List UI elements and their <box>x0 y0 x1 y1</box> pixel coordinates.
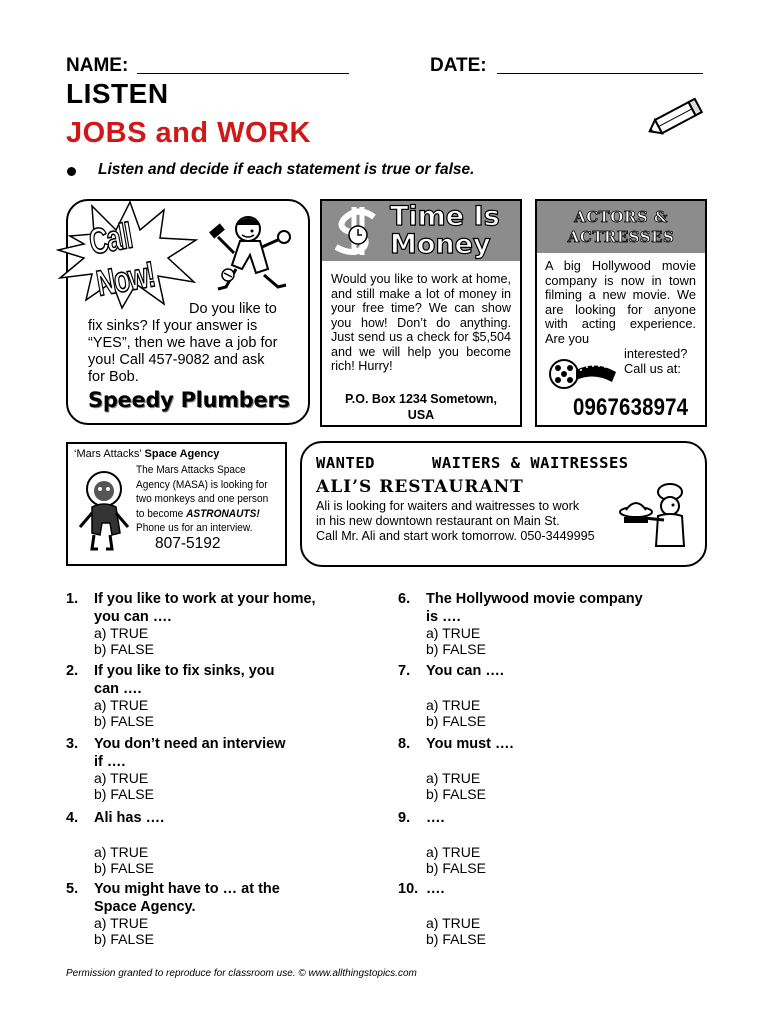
question-8 <box>398 736 698 806</box>
question-stem <box>426 663 686 698</box>
question-stem-line2: if …. <box>94 753 126 770</box>
ali-line1: Ali is looking for waiters and waitresses to work <box>316 499 580 513</box>
mars-phone: 807-5192 <box>155 535 221 552</box>
ali-wanted: WANTED <box>316 454 375 472</box>
question-number: 9. <box>398 810 411 826</box>
mars-title-quoted: ‘Mars Attacks’ <box>74 448 142 460</box>
actors-title-line1: ACTORS & <box>574 208 668 226</box>
question-stem <box>426 881 686 916</box>
chef-icon <box>618 482 692 552</box>
mars-text <box>136 463 274 536</box>
option-false[interactable]: b) FALSE <box>94 860 154 876</box>
option-true[interactable]: a) TRUE <box>426 844 481 860</box>
option-true[interactable]: a) TRUE <box>94 770 149 786</box>
question-number: 4. <box>66 810 79 826</box>
heading-line2: Money <box>390 229 491 260</box>
option-false[interactable]: b) FALSE <box>94 641 154 657</box>
question-stem <box>94 810 354 845</box>
question-number: 8. <box>398 736 411 752</box>
question-stem-line1: The Hollywood movie company <box>426 591 643 607</box>
actors-title <box>537 207 705 247</box>
question-stem-line1: You must …. <box>426 736 514 752</box>
option-true[interactable]: a) TRUE <box>94 844 149 860</box>
question-stem-line1: …. <box>426 881 445 897</box>
time-is-money-heading <box>390 203 500 259</box>
question-stem <box>94 736 354 771</box>
option-true[interactable]: a) TRUE <box>94 625 149 641</box>
ali-text <box>316 499 595 544</box>
dollar-clock-icon <box>330 203 386 259</box>
question-stem-line2 <box>426 754 686 772</box>
question-number: 3. <box>66 736 79 752</box>
question-stem <box>94 881 354 916</box>
name-line[interactable] <box>137 56 349 74</box>
speedy-plumbers-logo: Speedy Plumbers <box>88 388 290 412</box>
actors-phone: 0967638974 <box>573 394 689 421</box>
question-stem-line2: is …. <box>426 608 461 625</box>
question-stem-line1: Ali has …. <box>94 810 165 826</box>
question-number: 2. <box>66 663 79 679</box>
question-number: 6. <box>398 591 411 607</box>
call-now-text-rest: fix sinks? If your answer is “YES”, then we have a job for you! Call 457-9082 and ask for Bob. <box>88 318 278 385</box>
option-false[interactable]: b) FALSE <box>426 786 486 802</box>
mars-text-after: Phone us for an interview. <box>136 522 253 534</box>
option-false[interactable]: b) FALSE <box>94 713 154 729</box>
question-3 <box>66 736 366 806</box>
question-stem-line2 <box>426 828 686 846</box>
ali-positions: WAITERS & WAITRESSES <box>432 454 629 472</box>
question-stem-line2: Space Agency. <box>94 898 196 915</box>
question-stem-line2 <box>426 681 686 699</box>
name-label: NAME: <box>66 55 129 76</box>
actors-interested: interested? <box>624 346 688 361</box>
date-label: DATE: <box>430 55 487 76</box>
question-10 <box>398 881 698 951</box>
question-stem-line1: You don’t need an interview <box>94 736 286 752</box>
mars-title-bold: Space Agency <box>144 448 220 460</box>
call-now-text-line1: Do you like to <box>189 301 277 317</box>
question-number: 1. <box>66 591 79 607</box>
actors-text-tail <box>624 347 687 376</box>
section-heading: LISTEN <box>66 78 169 109</box>
option-true[interactable]: a) TRUE <box>94 697 149 713</box>
question-4 <box>66 810 366 880</box>
option-false[interactable]: b) FALSE <box>426 860 486 876</box>
option-true[interactable]: a) TRUE <box>426 915 481 931</box>
bullet-icon <box>67 167 76 176</box>
question-number: 10. <box>398 881 419 897</box>
time-is-money-text: Would you like to work at home, and still make a lot of money in your free time? We can show you how! Don’t do anything. Just send us a check for $5,504 and we will help you become rich! Hurry! <box>331 272 511 373</box>
option-false[interactable]: b) FALSE <box>426 931 486 947</box>
question-stem-line2 <box>426 899 686 917</box>
monkey-astronaut-icon <box>76 467 134 553</box>
option-false[interactable]: b) FALSE <box>426 713 486 729</box>
instruction: Listen and decide if each statement is true or false. <box>98 161 475 178</box>
option-false[interactable]: b) FALSE <box>94 786 154 802</box>
pencil-icon <box>645 96 707 142</box>
question-stem-line2 <box>94 828 354 846</box>
question-stem <box>94 591 354 626</box>
date-line[interactable] <box>497 56 703 74</box>
option-true[interactable]: a) TRUE <box>426 625 481 641</box>
actors-call-us: Call us at: <box>624 360 681 376</box>
question-stem <box>426 736 686 771</box>
question-1 <box>66 591 366 661</box>
question-stem <box>426 810 686 845</box>
call-now-text <box>88 301 284 386</box>
heading-line1: Time Is <box>390 201 500 232</box>
question-stem-line1: You can …. <box>426 663 504 679</box>
footer-permission: Permission granted to reproduce for classroom use. © www.allthingstopics.com <box>66 968 417 979</box>
actors-title-line2: ACTRESSES <box>567 228 675 246</box>
option-true[interactable]: a) TRUE <box>426 697 481 713</box>
mars-text-before: The Mars Attacks Space Agency (MASA) is looking for two monkeys and one person to become <box>136 464 269 520</box>
mars-title <box>74 448 219 460</box>
question-7 <box>398 663 698 733</box>
question-stem-line2: you can …. <box>94 608 172 625</box>
question-stem <box>94 663 354 698</box>
film-reel-icon <box>546 350 618 394</box>
question-stem-line1: If you like to work at your home, <box>94 591 316 607</box>
option-true[interactable]: a) TRUE <box>94 915 149 931</box>
question-2 <box>66 663 366 733</box>
question-9 <box>398 810 698 880</box>
question-stem <box>426 591 686 626</box>
address-line2: USA <box>407 408 435 422</box>
question-number: 7. <box>398 663 411 679</box>
ali-line3: Call Mr. Ali and start work tomorrow. 050-3449995 <box>316 529 595 543</box>
address-line1: P.O. Box 1234 Sometown, <box>345 392 497 406</box>
time-is-money-address <box>322 391 520 423</box>
option-true[interactable]: a) TRUE <box>426 770 481 786</box>
mars-text-bold: ASTRONAUTS! <box>186 507 260 520</box>
option-false[interactable]: b) FALSE <box>426 641 486 657</box>
ali-line2: in his new downtown restaurant on Main St. <box>316 514 560 528</box>
question-stem-line1: If you like to fix sinks, you <box>94 663 275 679</box>
question-number: 5. <box>66 881 79 897</box>
question-6 <box>398 591 698 661</box>
plumber-icon <box>206 205 298 297</box>
ali-restaurant-name: ALI’S RESTAURANT <box>316 477 524 497</box>
question-stem-line2: can …. <box>94 680 142 697</box>
actors-text: A big Hollywood movie company is now in town filming a new movie. We are looking for anyone with acting experience. Are you <box>545 258 696 346</box>
call-now-burst: Call Now! <box>86 214 158 304</box>
question-stem-line1: …. <box>426 810 445 826</box>
option-false[interactable]: b) FALSE <box>94 931 154 947</box>
page-title: JOBS and WORK <box>66 117 311 149</box>
question-5 <box>66 881 366 951</box>
question-stem-line1: You might have to … at the <box>94 881 280 897</box>
